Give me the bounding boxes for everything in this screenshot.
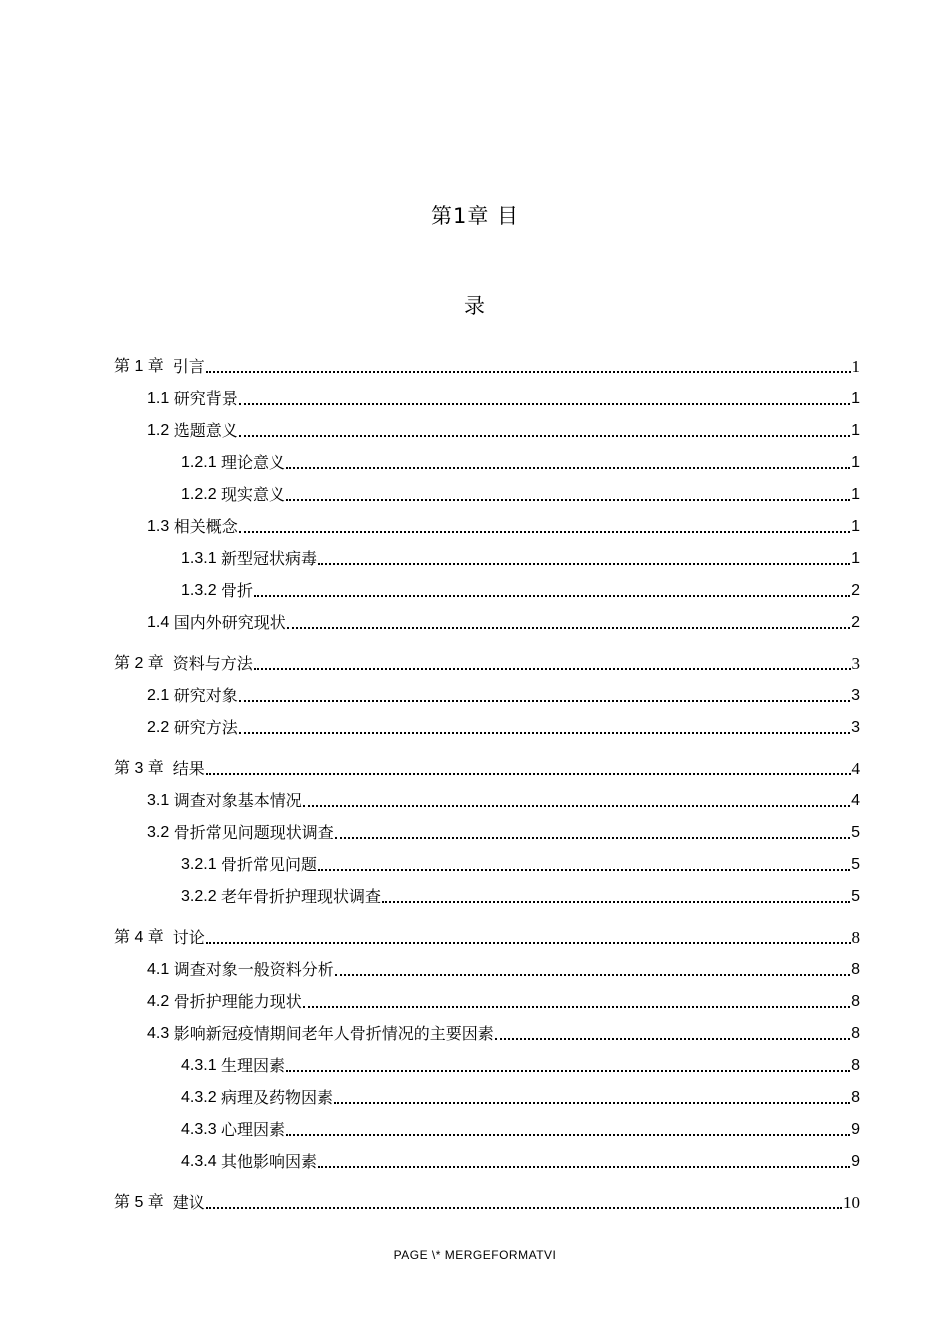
toc-entry-number: 2.2 [147,719,174,736]
toc-entry-number: 1.1 [147,390,174,407]
toc-entry-number: 4.3.3 [181,1121,222,1138]
toc-leader-dots [286,499,850,501]
toc-entry-label: 调查对象基本情况 [173,791,302,810]
toc-entry-number: 第 4 章 [114,929,173,946]
toc-entry-label: 引言 [172,357,205,376]
toc-entry-label: 新型冠状病毒 [221,549,318,568]
toc-section-entry[interactable] [147,790,860,812]
toc-entry-page-number: 1 [851,357,860,376]
toc-entry-page-number: 10 [843,1193,860,1212]
toc-entry-page-number: 1 [851,518,860,535]
toc-entry-page-number: 4 [851,792,860,809]
toc-section-entry[interactable] [181,1055,860,1077]
toc-section-entry[interactable] [181,452,860,474]
toc-section-entry[interactable] [147,612,860,634]
toc-leader-dots [206,371,851,373]
toc-leader-dots [286,1070,850,1072]
toc-leader-dots [382,901,850,903]
toc-entry-page-number: 1 [851,390,860,407]
toc-leader-dots [239,435,850,437]
toc-entry-label: 研究方法 [173,718,238,737]
toc-entry-page-number: 5 [851,824,860,841]
toc-leader-dots [206,773,851,775]
toc-entry-number: 1.2 [147,422,174,439]
toc-entry-number: 4.3.1 [181,1057,222,1074]
toc-entry-label: 研究对象 [173,686,238,705]
toc-entry-number: 第 3 章 [114,760,173,777]
toc-section-entry[interactable] [147,516,860,538]
toc-entry-page-number: 8 [851,1057,860,1074]
toc-leader-dots [286,1134,850,1136]
toc-section-entry[interactable] [147,717,860,739]
toc-section-entry[interactable] [181,1151,860,1173]
toc-entry-label: 选题意义 [173,421,238,440]
toc-entry-page-number: 5 [851,888,860,905]
toc-entry-page-number: 4 [851,759,860,778]
toc-entry-page-number: 3 [851,687,860,704]
toc-entry-label: 讨论 [172,928,205,947]
toc-section-entry[interactable] [181,548,860,570]
toc-leader-dots [206,1207,842,1209]
toc-section-entry[interactable] [181,1087,860,1109]
toc-section-entry[interactable] [181,1119,860,1141]
toc-entry-label: 现实意义 [221,485,286,504]
toc-chapter-entry[interactable] [114,927,860,949]
toc-entry-label: 病理及药物因素 [221,1088,334,1107]
toc-entry-page-number: 8 [851,928,860,947]
toc-entry-label: 骨折常见问题现状调查 [173,823,334,842]
toc-entry-page-number: 3 [851,719,860,736]
toc-entry-page-number: 1 [851,454,860,471]
toc-title-line1: 第1章 目 [430,204,520,228]
toc-section-entry[interactable] [181,886,860,908]
toc-entry-page-number: 9 [851,1121,860,1138]
toc-leader-dots [335,974,850,976]
toc-entry-label: 调查对象一般资料分析 [173,960,334,979]
toc-entry-page-number: 1 [851,486,860,503]
toc-entry-number: 4.2 [147,993,174,1010]
toc-section-entry[interactable] [181,580,860,602]
toc-entry-page-number: 8 [851,1089,860,1106]
toc-entry-label: 建议 [172,1193,205,1212]
toc-leader-dots [254,668,851,670]
toc-entry-number: 第 1 章 [114,358,173,375]
toc-entry-number: 第 5 章 [114,1194,173,1211]
toc-chapter-entry[interactable] [114,758,860,780]
toc-entry-number: 1.3.1 [181,550,222,567]
toc-leader-dots [287,627,850,629]
toc-entry-label: 研究背景 [173,389,238,408]
toc-entry-number: 1.4 [147,614,174,631]
toc-entry-number: 4.3 [147,1025,174,1042]
toc-entry-label: 结果 [172,759,205,778]
toc-section-entry[interactable] [181,854,860,876]
toc-leader-dots [239,403,850,405]
toc-entry-page-number: 2 [851,614,860,631]
toc-entry-page-number: 8 [851,993,860,1010]
toc-entry-number: 1.2.1 [181,454,222,471]
toc-chapter-entry[interactable] [114,653,860,675]
toc-entry-label: 老年骨折护理现状调查 [221,887,382,906]
toc-entry-label: 生理因素 [221,1056,286,1075]
toc-entry-number: 4.3.2 [181,1089,222,1106]
toc-entry-number: 第 2 章 [114,655,173,672]
toc-leader-dots [335,837,850,839]
page-footer-field: PAGE \* MERGEFORMATVI [393,1248,557,1262]
toc-leader-dots [318,869,850,871]
toc-section-entry[interactable] [147,420,860,442]
toc-title-line2: 录 [464,294,486,318]
toc-entry-page-number: 1 [851,550,860,567]
toc-entry-page-number: 2 [851,582,860,599]
toc-entry-number: 4.3.4 [181,1153,222,1170]
toc-leader-dots [239,531,850,533]
toc-entry-label: 骨折护理能力现状 [173,992,302,1011]
toc-entry-number: 3.2.1 [181,856,222,873]
toc-section-entry[interactable] [147,991,860,1013]
toc-leader-dots [334,1102,850,1104]
toc-entry-label: 骨折常见问题 [221,855,318,874]
toc-section-entry[interactable] [147,685,860,707]
toc-leader-dots [318,1166,850,1168]
toc-entry-page-number: 5 [851,856,860,873]
toc-entry-page-number: 1 [851,422,860,439]
toc-leader-dots [495,1038,850,1040]
toc-entry-page-number: 8 [851,961,860,978]
toc-section-entry[interactable] [181,484,860,506]
toc-entry-label: 理论意义 [221,453,286,472]
toc-entry-number: 3.2 [147,824,174,841]
toc-leader-dots [206,942,851,944]
toc-leader-dots [239,700,850,702]
toc-chapter-entry[interactable] [114,356,860,378]
toc-entry-number: 2.1 [147,687,174,704]
toc-entry-label: 骨折 [221,581,254,600]
toc-entry-number: 4.1 [147,961,174,978]
toc-entry-label: 其他影响因素 [221,1152,318,1171]
toc-entry-number: 3.1 [147,792,174,809]
toc-entry-number: 3.2.2 [181,888,222,905]
toc-section-entry[interactable] [147,822,860,844]
toc-leader-dots [318,563,850,565]
toc-section-entry[interactable] [147,388,860,410]
toc-entry-label: 资料与方法 [172,654,253,673]
toc-chapter-entry[interactable] [114,1192,860,1214]
toc-entry-label: 国内外研究现状 [173,613,286,632]
toc-leader-dots [254,595,850,597]
toc-leader-dots [239,732,850,734]
toc-leader-dots [286,467,850,469]
toc-entry-number: 1.3.2 [181,582,222,599]
toc-entry-number: 1.3 [147,518,174,535]
toc-entry-label: 心理因素 [221,1120,286,1139]
toc-entry-label: 影响新冠疫情期间老年人骨折情况的主要因素 [173,1024,494,1043]
toc-section-entry[interactable] [147,1023,860,1045]
toc-section-entry[interactable] [147,959,860,981]
toc-entry-page-number: 8 [851,1025,860,1042]
toc-leader-dots [303,1006,850,1008]
toc-entry-page-number: 3 [851,654,860,673]
toc-entry-number: 1.2.2 [181,486,222,503]
toc-entry-label: 相关概念 [173,517,238,536]
toc-leader-dots [303,805,850,807]
toc-entry-page-number: 9 [851,1153,860,1170]
